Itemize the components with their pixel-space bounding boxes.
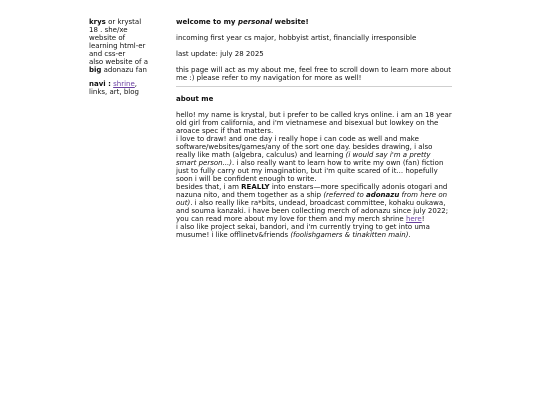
about-p2-text: i love to draw! and one day i really hope i can code as well and make software/websites/games/any of the sort one day. besides drawing, i also really like math (algebra, calculus) and learning bbox=[176, 135, 433, 159]
sidebar bbox=[89, 18, 157, 96]
navi-label: navi : bbox=[89, 80, 111, 88]
about-heading: about me bbox=[176, 95, 214, 103]
about-p2-end: . i also really want to learn how to write my own (fan) fiction just to fully carry out my imagination, but i'm quite scared of it... hopefully soon i will be confident enough to write. bbox=[176, 159, 444, 183]
sidebar-line: also website of a bbox=[89, 58, 148, 66]
alt-name-text: or krystal bbox=[105, 18, 142, 26]
about-p2-italic: (i would say i'm a pretty smart person...) bbox=[176, 151, 431, 167]
about-p3-really: REALLY bbox=[241, 183, 270, 191]
welcome-personal: personal bbox=[237, 18, 273, 26]
big-word: big bbox=[89, 66, 102, 74]
intro-text: this page will act as my about me, feel free to scroll down to learn more about me :) please refer to my navigation for more as well! bbox=[176, 66, 451, 82]
about-paragraph-1: hello! my name is krystal, but i prefer to be called krys online. i am an 18 year old girl from california, and i'm vietnamese and bisexual but lowkey on the aroace spec if that matters. bbox=[176, 111, 452, 135]
about-p3-i1: (referred to bbox=[323, 191, 366, 199]
welcome-prefix: welcome to my bbox=[176, 18, 238, 26]
tagline: incoming first year cs major, hobbyist artist, financially irresponsible bbox=[176, 34, 417, 42]
sidebar-line: learning html-er bbox=[89, 42, 146, 50]
sidebar-intro bbox=[89, 18, 157, 26]
sidebar-line: website of bbox=[89, 34, 126, 42]
about-paragraph-4 bbox=[176, 223, 452, 239]
about-p3-c: . i also really like ra*bits, undead, broadcast committee, kohaku oukawa, and souma kanzaki. i have been collecting merch of adonazu since july 2022; you can read more about my love for them and my merch shrine bbox=[176, 199, 449, 223]
welcome-heading bbox=[176, 18, 452, 26]
shrine-here-link[interactable]: here bbox=[405, 215, 422, 223]
main-content bbox=[176, 18, 452, 239]
about-p4-a: i also like project sekai, bandori, and i'm currently trying to get into uma musume! i like offlinetv&friends bbox=[176, 223, 430, 239]
fan-text: adonazu fan bbox=[101, 66, 147, 74]
site-owner-name: krys bbox=[89, 18, 106, 26]
nav-links-rest: links, art, blog bbox=[89, 88, 139, 96]
nav-link-shrine[interactable]: shrine bbox=[113, 80, 135, 88]
about-p4-b: . bbox=[408, 231, 411, 239]
navigation: navi : shrine, bbox=[89, 80, 138, 88]
about-p3-a: besides that, i am bbox=[176, 183, 242, 191]
about-paragraph-3 bbox=[176, 183, 452, 223]
about-p3-i2: from here on out) bbox=[176, 191, 448, 207]
age-pronouns: 18 . she/xe bbox=[89, 26, 128, 34]
about-p3-b: into enstars—more specifically adonis otogari and nazuna nito, and them together as a ship bbox=[176, 183, 448, 199]
fan-line bbox=[89, 66, 157, 74]
about-p3-adonazu: adonazu bbox=[366, 191, 400, 199]
last-update: last update: july 28 2025 bbox=[176, 50, 264, 58]
about-p3-d: ! bbox=[421, 215, 425, 223]
welcome-suffix: website! bbox=[272, 18, 309, 26]
sidebar-line: and css-er bbox=[89, 50, 126, 58]
about-p4-italic: (foolishgamers & tinakitten main) bbox=[290, 231, 409, 239]
about-paragraph-2 bbox=[176, 135, 452, 183]
